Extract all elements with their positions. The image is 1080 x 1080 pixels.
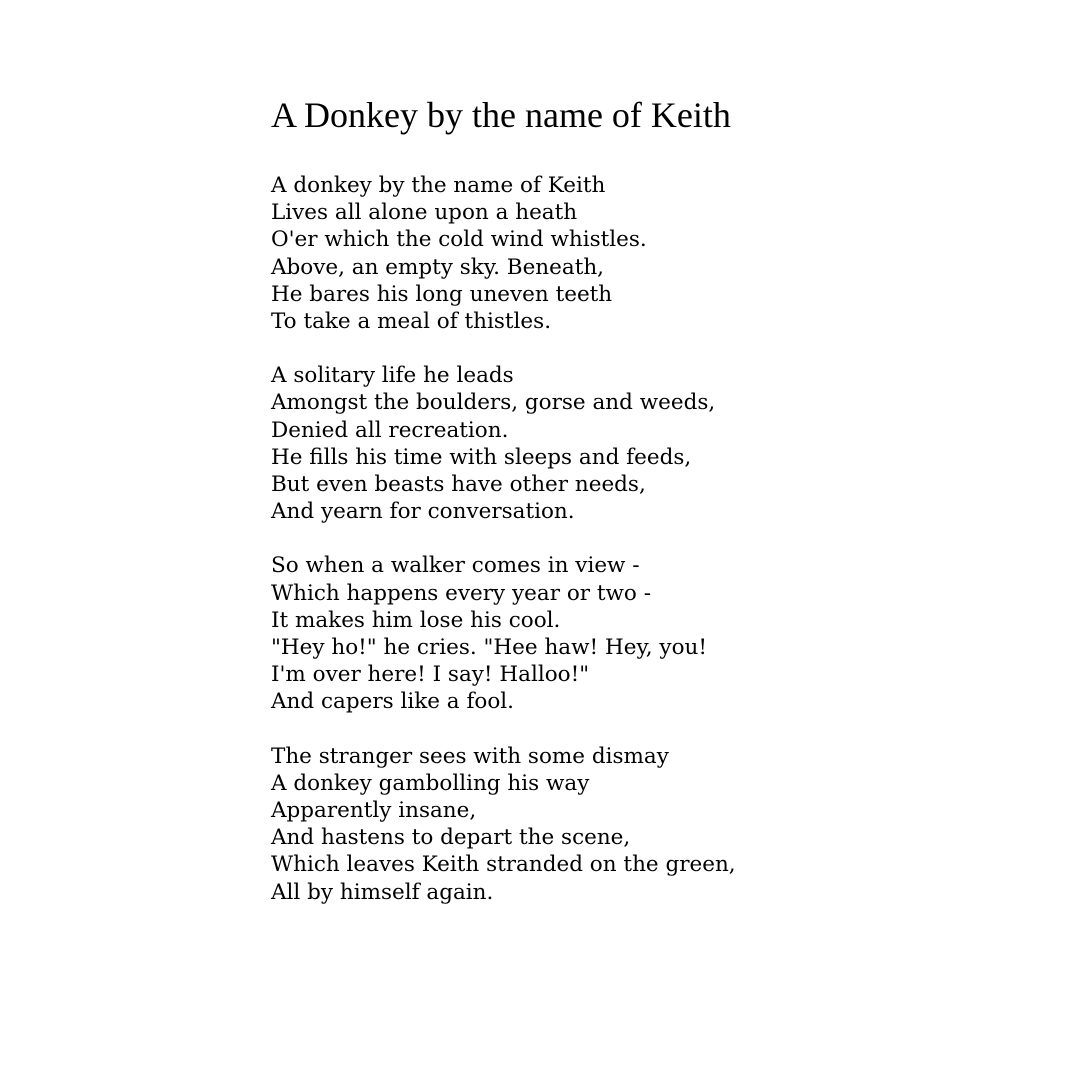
poem-line: A donkey gambolling his way (271, 770, 590, 796)
poem-line: But even beasts have other needs, (271, 472, 646, 498)
poem-line: Amongst the boulders, gorse and weeds, (271, 390, 716, 416)
stanza-2 (271, 362, 971, 525)
poem-line: To take a meal of thistles. (271, 309, 552, 335)
poem-line: Which happens every year or two - (271, 580, 651, 606)
poem-line: Denied all recreation. (271, 417, 509, 443)
poem-document (271, 94, 971, 933)
poem-line: I'm over here! I say! Halloo!" (271, 662, 590, 688)
poem-line: All by himself again. (271, 879, 494, 905)
poem-line: "Hey ho!" he cries. "Hee haw! Hey, you! (271, 635, 707, 661)
poem-line: Apparently insane, (271, 798, 477, 824)
poem-line: So when a walker comes in view - (271, 553, 640, 579)
poem-line: The stranger sees with some dismay (271, 743, 669, 769)
poem-line: Lives all alone upon a heath (271, 200, 578, 226)
poem-line: O'er which the cold wind whistles. (271, 227, 647, 253)
poem-line: It makes him lose his cool. (271, 607, 561, 633)
poem-line: A solitary life he leads (271, 363, 514, 389)
stanza-3 (271, 552, 971, 715)
poem-line: And hastens to depart the scene, (271, 825, 631, 851)
stanza-1 (271, 172, 971, 335)
poem-line: And yearn for conversation. (271, 499, 575, 525)
poem-line: He fills his time with sleeps and feeds, (271, 444, 692, 470)
poem-line: Above, an empty sky. Beneath, (271, 254, 605, 280)
poem-line: A donkey by the name of Keith (271, 173, 606, 198)
poem-line: Which leaves Keith stranded on the green, (271, 852, 736, 878)
stanza-4 (271, 743, 971, 906)
poem-title: A Donkey by the name of Keith (271, 95, 731, 135)
poem-line: He bares his long uneven teeth (271, 281, 613, 307)
poem-line: And capers like a fool. (271, 689, 515, 715)
